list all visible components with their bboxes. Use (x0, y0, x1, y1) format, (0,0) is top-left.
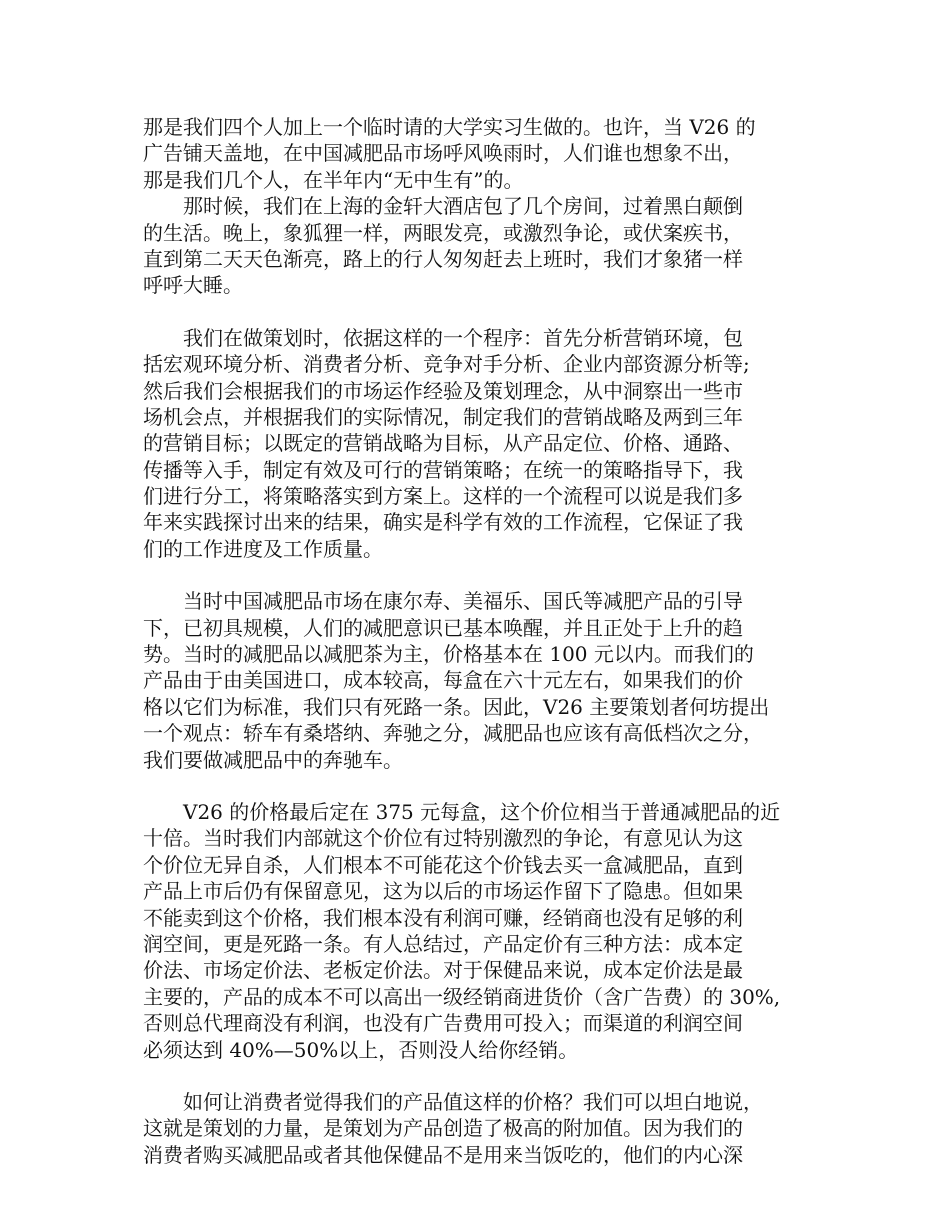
text-line: 的生活。晚上，象狐狸一样，两眼发亮，或激烈争论，或伏案疾书， (143, 220, 743, 245)
text-line: 年来实践探讨出来的结果，确实是科学有效的工作流程，它保证了我 (143, 510, 743, 535)
text-line: 场机会点，并根据我们的实际情况，制定我们的营销战略及两到三年 (143, 404, 743, 429)
text-line: 当时中国减肥品市场在康尔寿、美福乐、国氏等减肥产品的引导 (183, 589, 743, 614)
paragraph-gap (143, 562, 823, 588)
paragraph-gap (143, 773, 823, 799)
text-line: 润空间，更是死路一条。有人总结过，产品定价有三种方法：成本定 (143, 931, 743, 956)
text-line: 消费者购买减肥品或者其他保健品不是用来当饭吃的，他们的内心深 (143, 1142, 743, 1167)
text-line: 一个观点：轿车有桑塔纳、奔驰之分，减肥品也应该有高低档次之分， (143, 721, 763, 746)
text-line: 我们在做策划时，依据这样的一个程序：首先分析营销环境，包 (183, 325, 743, 350)
text-line: 广告铺天盖地，在中国减肥品市场呼风唤雨时，人们谁也想象不出， (143, 141, 743, 166)
text-line: 不能卖到这个价格，我们根本没有利润可赚，经销商也没有足够的利 (143, 905, 743, 930)
text-line: 势。当时的减肥品以减肥茶为主，价格基本在 100 元以内。而我们的 (143, 642, 754, 667)
paragraph-4 (143, 588, 823, 773)
text-line: V26 的价格最后定在 375 元每盒，这个价位相当于普通减肥品的近 (183, 799, 781, 824)
text-line: 那是我们四个人加上一个临时请的大学实习生做的。也许，当 V26 的 (143, 115, 756, 139)
text-line: 的营销目标；以既定的营销战略为目标，从产品定位、价格、通路、 (143, 431, 743, 456)
text-line: 格以它们为标准，我们只有死路一条。因此，V26 主要策划者何坊提出 (143, 694, 770, 719)
paragraph-2 (143, 193, 823, 299)
text-line: 产品上市后仍有保留意见，这为以后的市场运作留下了隐患。但如果 (143, 879, 743, 904)
text-line: 如何让消费者觉得我们的产品值这样的价格？我们可以坦白地说， (183, 1089, 763, 1114)
paragraph-6 (143, 1089, 823, 1168)
text-line: 直到第二天天色渐亮，路上的行人匆匆赶去上班时，我们才象猪一样 (143, 246, 743, 271)
text-line: 我们要做减肥品中的奔驰车。 (143, 747, 403, 772)
text-line: 价法、市场定价法、老板定价法。对于保健品来说，成本定价法是最 (143, 958, 743, 983)
text-line: 个价位无异自杀，人们根本不可能花这个价钱去买一盒减肥品，直到 (143, 852, 743, 877)
text-line: 括宏观环境分析、消费者分析、竞争对手分析、企业内部资源分析等; (143, 352, 750, 377)
text-line: 必须达到 40%—50%以上，否则没人给你经销。 (143, 1037, 579, 1062)
text-line: 们进行分工，将策略落实到方案上。这样的一个流程可以说是我们多 (143, 484, 743, 509)
text-line: 否则总代理商没有利润，也没有广告费用可投入；而渠道的利润空间 (143, 1011, 743, 1036)
text-line: 十倍。当时我们内部就这个价位有过特别激烈的争论，有意见认为这 (143, 826, 743, 851)
text-line: 那是我们几个人，在半年内“无中生有”的。 (143, 167, 524, 192)
text-line: 们的工作进度及工作质量。 (143, 536, 383, 561)
paragraph-3 (143, 325, 823, 563)
paragraph-gap (143, 299, 823, 325)
paragraph-gap (143, 1063, 823, 1089)
document-body (143, 114, 823, 1168)
paragraph-1 (143, 114, 823, 193)
text-line: 传播等入手，制定有效及可行的营销策略；在统一的策略指导下，我 (143, 457, 743, 482)
text-line: 然后我们会根据我们的市场运作经验及策划理念，从中洞察出一些市 (143, 378, 743, 403)
text-line: 产品由于由美国进口，成本较高，每盒在六十元左右，如果我们的价 (143, 668, 743, 693)
text-line: 那时候，我们在上海的金轩大酒店包了几个房间，过着黑白颠倒 (183, 194, 743, 219)
text-line: 呼呼大睡。 (143, 273, 243, 298)
text-line: 这就是策划的力量，是策划为产品创造了极高的附加值。因为我们的 (143, 1116, 743, 1141)
paragraph-5 (143, 799, 823, 1063)
text-line: 主要的，产品的成本不可以高出一级经销商进货价（含广告费）的 30%, (143, 984, 781, 1009)
text-line: 下，已初具规模，人们的减肥意识已基本唤醒，并且正处于上升的趋 (143, 615, 743, 640)
